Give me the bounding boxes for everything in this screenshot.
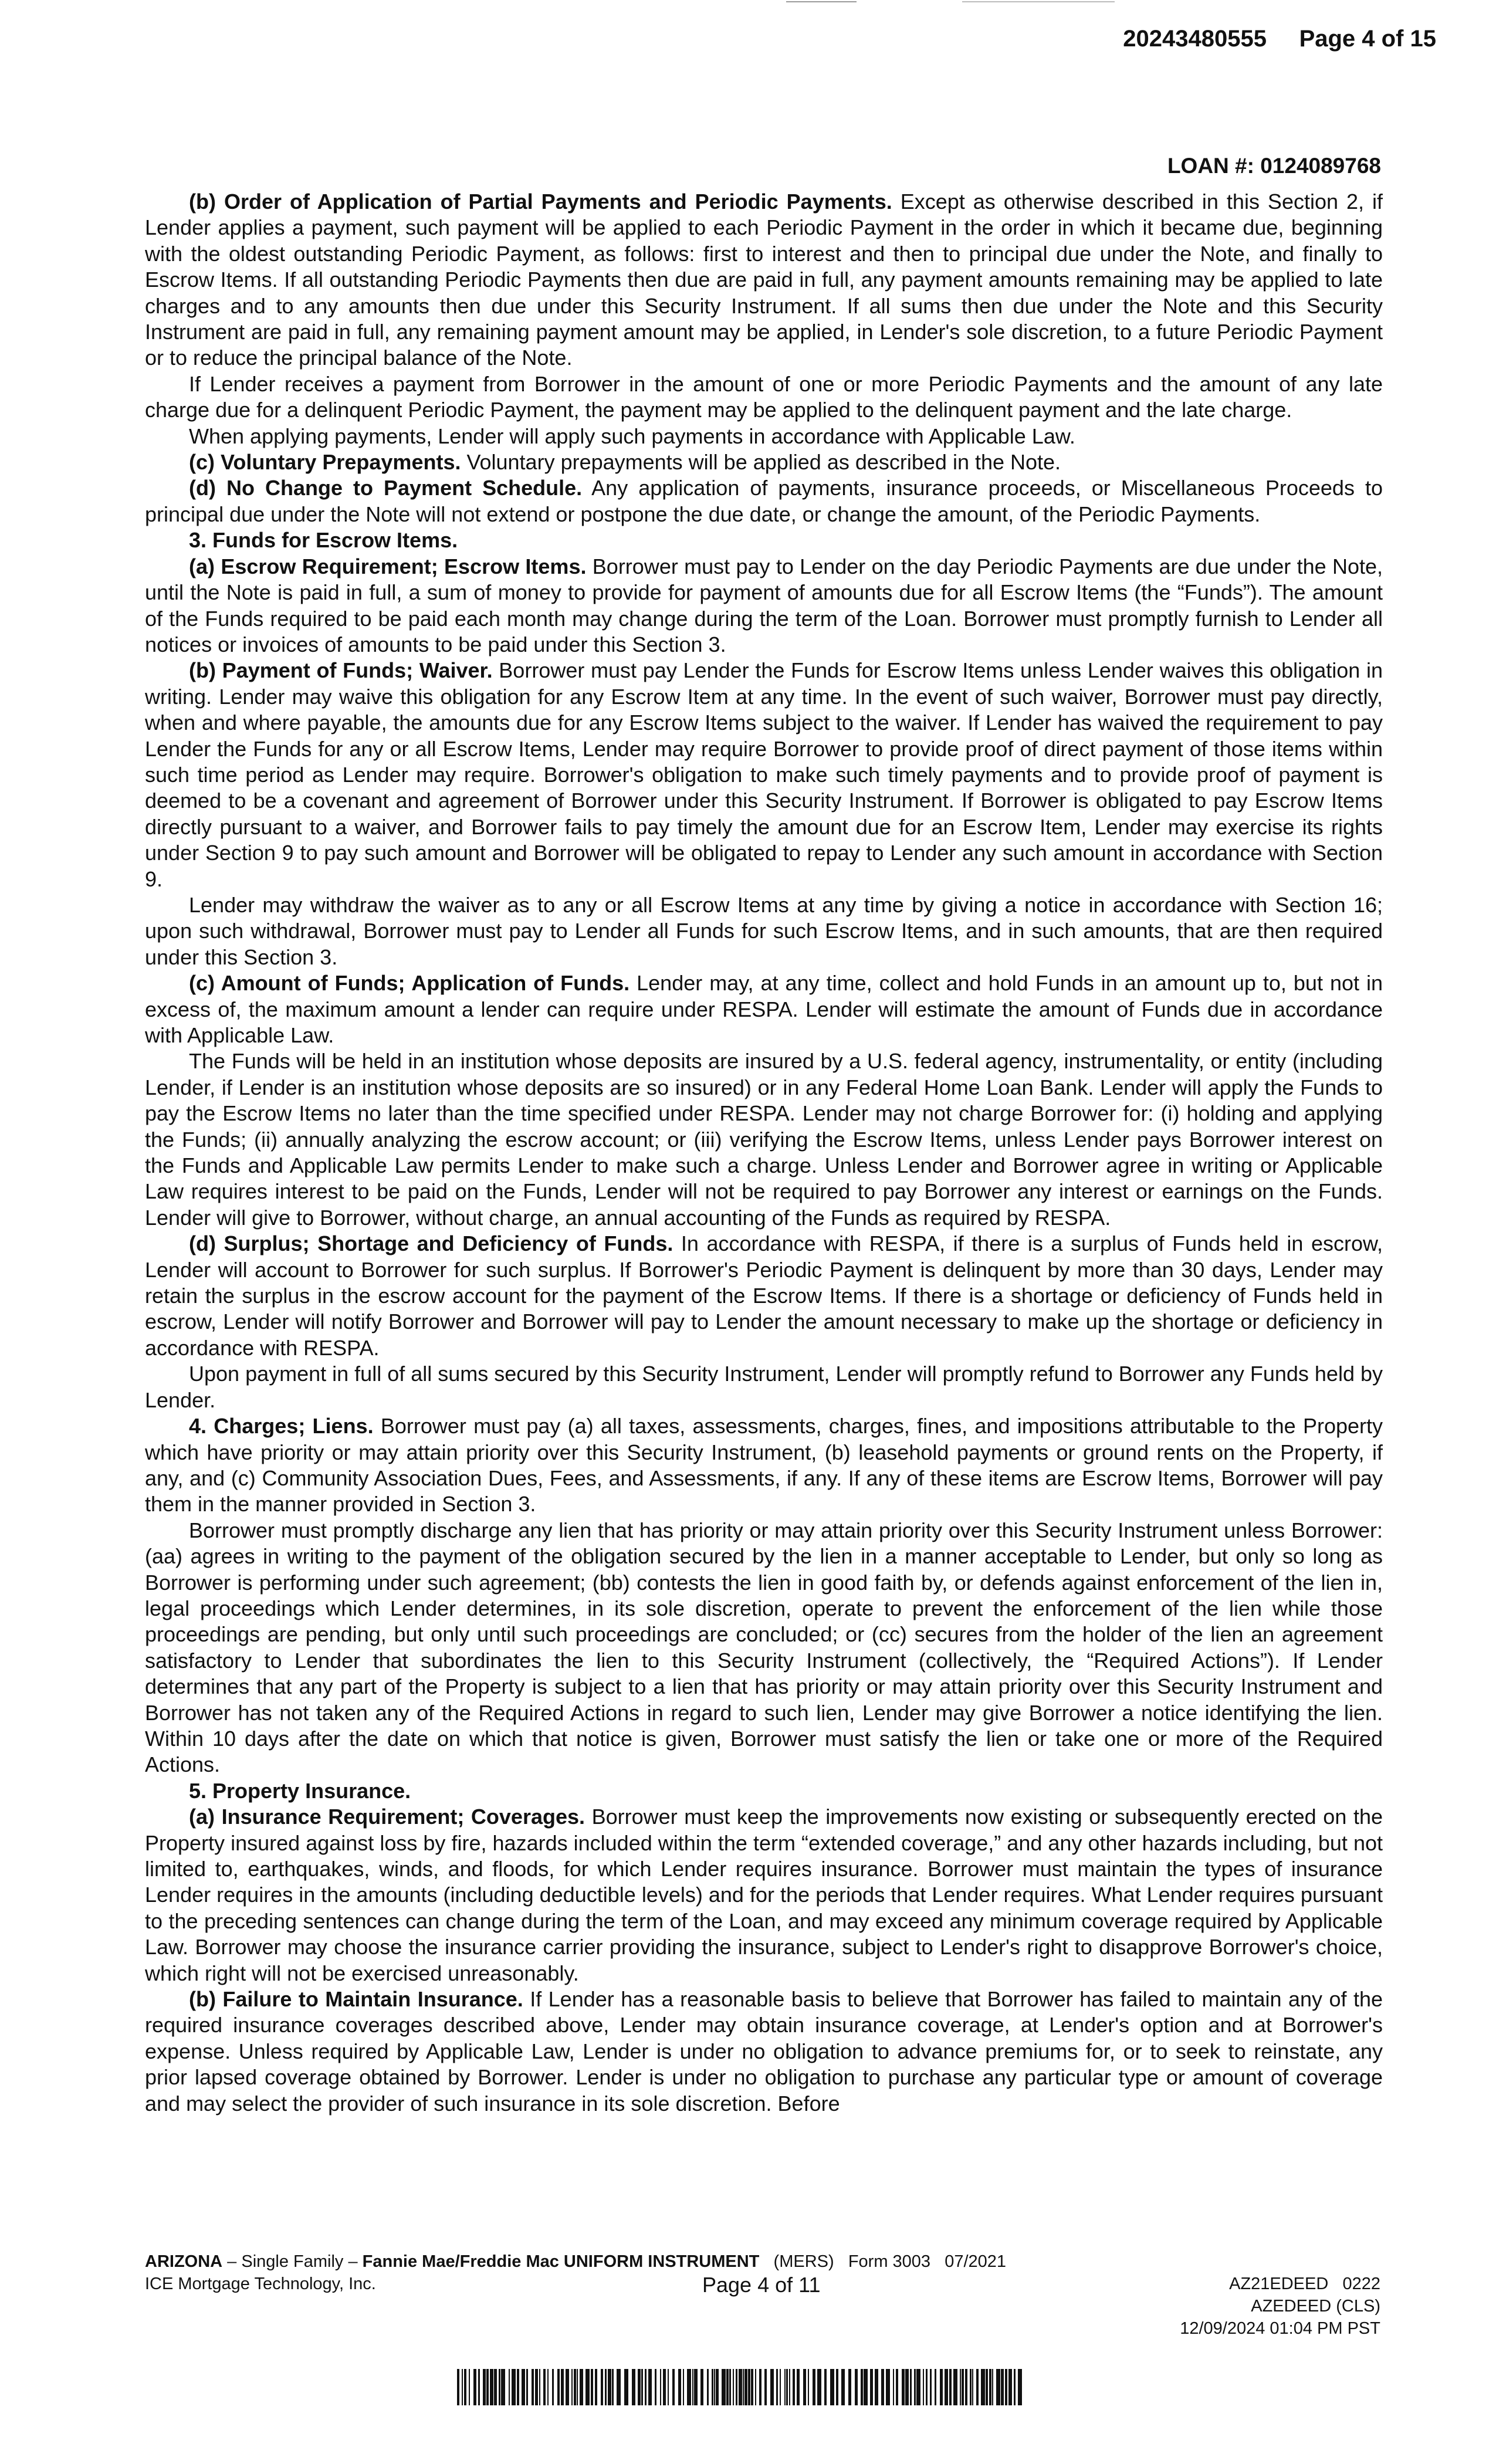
recording-header <box>1123 26 1436 52</box>
footer-timestamp: 12/09/2024 01:04 PM PST <box>1180 2319 1380 2338</box>
barcode <box>457 2369 1024 2405</box>
footer-form-line: ARIZONA – Single Family – Fannie Mae/Freddie Mac UNIFORM INSTRUMENT (MERS) Form 3003 07/2021 <box>145 2252 1007 2271</box>
footer-page-number: Page 4 of 11 <box>702 2273 821 2297</box>
para-3c: (c) Amount of Funds; Application of Funds. Lender may, at any time, collect and hold Funds in an amount up to, but not in excess of, the maximum amount a lender can require under RESPA. Lender will estimate the amount of Funds due in accordance with Applicable Law. <box>145 971 1383 1047</box>
para-2b-applying: When applying payments, Lender will apply such payments in accordance with Applicable Law. <box>189 424 1075 448</box>
recording-page-label: Page 4 of 15 <box>1299 26 1436 52</box>
loan-number: LOAN #: 0124089768 <box>1167 154 1381 178</box>
para-2b: (b) Order of Application of Partial Payments and Periodic Payments. Except as otherwise described in this Section 2, if Lender applies a payment, such payment will be applied to each Periodic Payment in the order in which it became due, beginning with the oldest outstanding Periodic Payment, as follows: first to interest and then to principal due under the Note, and finally to Escrow Items. If all outstanding Periodic Payments then due are paid in full, any payment amounts remaining may be applied to late charges and to any amounts then due under this Security Instrument. If all sums then due under the Note and this Security Instrument are paid in full, any remaining payment amount may be applied, in Lender's sole discretion, to a future Periodic Payment or to reduce the principal balance of the Note. <box>145 189 1383 370</box>
para-3b: (b) Payment of Funds; Waiver. Borrower must pay Lender the Funds for Escrow Items unless Lender waives this obligation in writing. Lender may waive this obligation for any Escrow Item at any time. In the event of such waiver, Borrower must pay directly, when and where payable, the amounts due for any Escrow Items subject to the waiver. If Lender has waived the requirement to pay Lender the Funds for any or all Escrow Items, Lender may require Borrower to provide proof of direct payment of those items within such time period as Lender may require. Borrower's obligation to make such timely payments and to provide proof of payment is deemed to be a covenant and agreement of Borrower under this Security Instrument. If Borrower is obligated to pay Escrow Items directly pursuant to a waiver, and Borrower fails to pay timely the amount due for an Escrow Item, Lender may exercise its rights under Section 9 to pay such amount and Borrower will be obligated to repay to Lender any such amount in accordance with Section 9. <box>145 658 1383 891</box>
para-3d: (d) Surplus; Shortage and Deficiency of Funds. In accordance with RESPA, if there is a surplus of Funds held in escrow, Lender will account to Borrower for such surplus. If Borrower's Periodic Payment is delinquent by more than 30 days, Lender may retain the surplus in the escrow account for the payment of the Escrow Items. If there is a shortage or deficiency of Funds held in escrow, Lender will notify Borrower and Borrower will pay to Lender the amount necessary to make up the shortage or deficiency in accordance with RESPA. <box>145 1231 1383 1360</box>
para-2d: (d) No Change to Payment Schedule. Any application of payments, insurance proceeds, or Miscellaneous Proceeds to principal due under the Note will not extend or postpone the due date, or change the amount, of the Periodic Payments. <box>145 476 1383 526</box>
para-4: 4. Charges; Liens. Borrower must pay (a) all taxes, assessments, charges, fines, and impositions attributable to the Property which have priority or may attain priority over this Security Instrument, (b) leasehold payments or ground rents on the Property, if any, and (c) Community Association Dues, Fees, and Assessments, if any. If any of these items are Escrow Items, Borrower will pay them in the manner provided in Section 3. <box>145 1414 1383 1517</box>
para-5a: (a) Insurance Requirement; Coverages. Borrower must keep the improvements now existing or subsequently erected on the Property insured against loss by fire, hazards included within the term “extended coverage,” and any other hazards including, but not limited to, earthquakes, winds, and floods, for which Lender requires insurance. Borrower must maintain the types of insurance Lender requires in the amounts (including deductible levels) and for the periods that Lender requires. What Lender requires pursuant to the preceding sentences can change during the term of the Loan, and may exceed any minimum coverage required by Applicable Law. Borrower may choose the insurance carrier providing the insurance, subject to Lender's right to disapprove Borrower's choice, which right will not be exercised unreasonably. <box>145 1805 1383 1985</box>
para-4-discharge: Borrower must promptly discharge any lien that has priority or may attain priority over this Security Instrument unless Borrower: (aa) agrees in writing to the payment of the obligation secured by the lien in a manner acceptable to Lender, but only so long as Borrower is performing under such agreement; (bb) contests the lien in good faith by, or defends against enforcement of the lien in, legal proceedings which Lender determines, in its sole discretion, operate to prevent the enforcement of the lien while those proceedings are pending, but only until such proceedings are concluded; or (cc) secures from the holder of the lien an agreement satisfactory to Lender that subordinates the lien to this Security Instrument (collectively, the “Required Actions”). If Lender determines that any part of the Property is subject to a lien that has priority or may attain priority over this Security Instrument and Borrower has not taken any of the Required Actions in regard to such lien, Lender may give Borrower a notice identifying the lien. Within 10 days after the date on which that notice is given, Borrower must satisfy the lien or take one or more of the Required Actions. <box>145 1518 1383 1777</box>
para-2b-late-charge: If Lender receives a payment from Borrower in the amount of one or more Periodic Payments and the amount of any late charge due for a delinquent Periodic Payment, the payment may be applied to the delinquent payment and the late charge. <box>145 371 1383 422</box>
scan-marks <box>786 0 1138 4</box>
footer-code-1: AZ21EDEED 0222 <box>1229 2275 1380 2293</box>
para-2c: (c) Voluntary Prepayments. Voluntary prepayments will be applied as described in the Note. <box>189 450 1061 475</box>
footer-company: ICE Mortgage Technology, Inc. <box>145 2275 376 2293</box>
para-5b: (b) Failure to Maintain Insurance. If Lender has a reasonable basis to believe that Borrower has failed to maintain any of the required insurance coverages described above, Lender may obtain insurance coverage, at Lender's option and at Borrower's expense. Unless required by Applicable Law, Lender is under no obligation to advance premiums for, or to seek to reinstate, any prior lapsed coverage obtained by Borrower. Lender is under no obligation to purchase any particular type or amount of coverage and may select the provider of such insurance in its sole discretion. Before <box>145 1987 1383 2116</box>
para-3b-withdraw: Lender may withdraw the waiver as to any or all Escrow Items at any time by giving a notice in accordance with Section 16; upon such withdrawal, Borrower must pay to Lender all Funds for such Escrow Items, and in such amounts, that are then required under this Section 3. <box>145 892 1383 969</box>
document-body <box>145 189 1383 2117</box>
footer-codes <box>1180 2273 1380 2340</box>
para-3c-institution: The Funds will be held in an institution whose deposits are insured by a U.S. federal agency, instrumentality, or entity (including Lender, if Lender is an institution whose deposits are so insured) or in any Federal Home Loan Bank. Lender will apply the Funds to pay the Escrow Items no later than the time specified under RESPA. Lender may not charge Borrower for: (i) holding and applying the Funds; (ii) annually analyzing the escrow account; or (iii) verifying the Escrow Items, unless Lender pays Borrower interest on the Funds and Applicable Law permits Lender to make such a charge. Unless Lender and Borrower agree in writing or Applicable Law requires interest to be paid on the Funds, Lender will not be required to pay Borrower any interest or earnings on the Funds. Lender will give to Borrower, without charge, an annual accounting of the Funds as required by RESPA. <box>145 1049 1383 1230</box>
heading-section-5: 5. Property Insurance. <box>189 1778 411 1803</box>
heading-section-3: 3. Funds for Escrow Items. <box>189 528 458 553</box>
footer-code-2: AZEDEED (CLS) <box>1251 2297 1380 2316</box>
para-3a: (a) Escrow Requirement; Escrow Items. Borrower must pay to Lender on the day Periodic Payments are due under the Note, until the Note is paid in full, a sum of money to provide for payment of amounts due for all Escrow Items (the “Funds”). The amount of the Funds required to be paid each month may change during the term of the Loan. Borrower must promptly furnish to Lender all notices or invoices of amounts to be paid under this Section 3. <box>145 554 1383 656</box>
footer-form-info <box>145 2250 1006 2295</box>
para-3d-refund: Upon payment in full of all sums secured by this Security Instrument, Lender will promptly refund to Borrower any Funds held by Lender. <box>145 1362 1383 1412</box>
recording-number: 20243480555 <box>1123 26 1267 52</box>
